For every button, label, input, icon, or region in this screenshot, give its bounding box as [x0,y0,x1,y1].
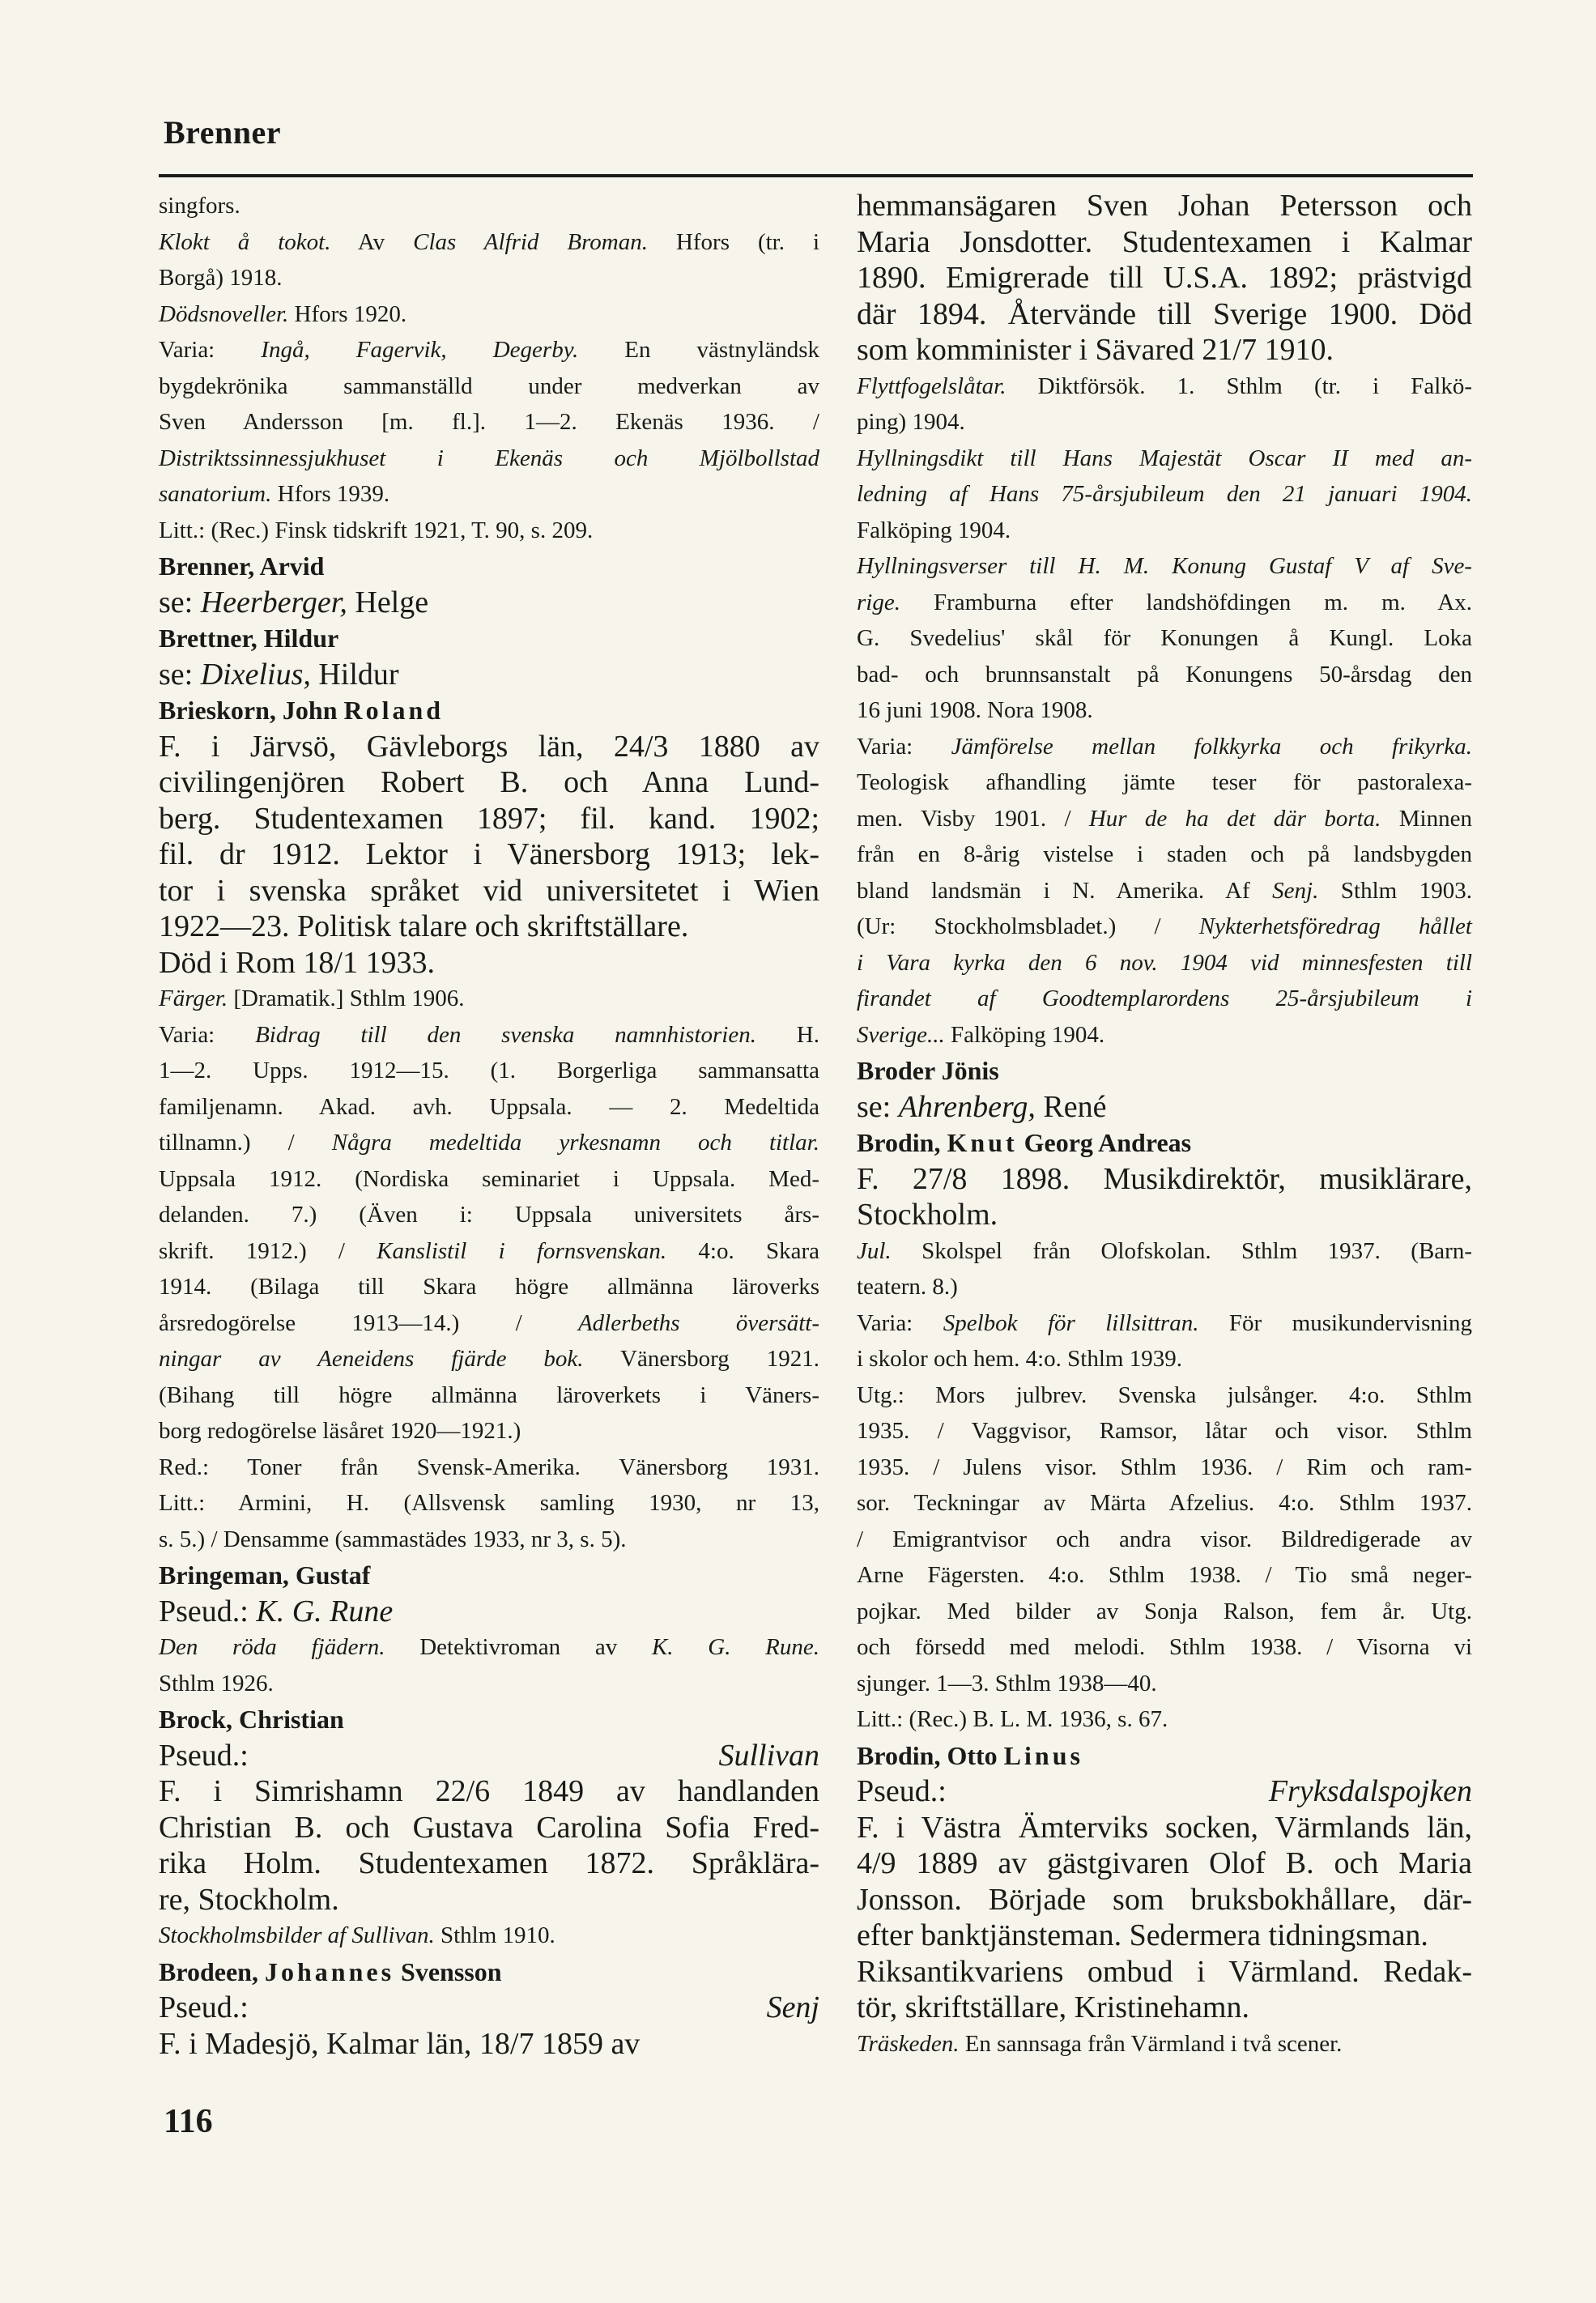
text-line [857,1629,1472,1666]
text-segment: Bringeman, Gustaf [159,1560,371,1590]
text-line [159,1449,819,1486]
text-segment: från en 8-årig vistelse i staden och på landsbygden [857,841,1472,867]
text-segment: re, Stockholm. [159,1882,339,1917]
text-segment: i Vara kyrka den 6 nov. 1904 vid minnesfesten till [857,949,1472,976]
text-segment: sjunger. 1—3. Sthlm 1938—40. [857,1670,1157,1696]
text-segment: F. i Madesjö, Kalmar län, 18/7 1859 av [159,2026,641,2061]
text-segment: Sthlm 1926. [159,1670,274,1696]
text-segment: ping) 1904. [857,409,965,435]
text-segment: Knut [947,1128,1018,1157]
text-segment: 1935. / Vaggvisor, Ramsor, låtar och visor. Sthlm [857,1418,1472,1444]
text-segment: Uppsala 1912. (Nordiska seminariet i Uppsala. Med- [159,1165,819,1192]
entry-heading [857,1738,1472,1774]
text-segment: berg. Studentexamen 1897; fil. kand. 1902; [159,801,819,836]
text-line [857,1954,1472,1990]
text-segment: rika Holm. Studentexamen 1872. Språklära- [159,1846,819,1880]
text-line [857,909,1472,945]
text-segment: bygdekrönika sammanställd under medverkan av [159,372,819,399]
text-segment: K. G. Rune [256,1594,394,1628]
text-line [857,1882,1472,1918]
text-line [857,188,1472,224]
text-line [857,1089,1472,1126]
text-line [159,981,819,1017]
text-segment: Dödsnoveller. [159,300,289,327]
text-segment: Jul. [857,1237,892,1264]
text-line [159,296,819,333]
text-segment: Hfors 1920. [288,300,407,327]
text-line [159,1017,819,1054]
text-line [159,1990,819,2026]
text-segment: Brodin, [857,1128,947,1157]
text-segment: Den röda fjädern. [159,1634,385,1660]
text-segment: i skolor och hem. 4:o. Sthlm 1939. [857,1346,1182,1372]
text-segment: Pseud.: [857,1774,1269,1808]
text-line [159,1341,819,1377]
text-line [857,1557,1472,1594]
text-segment: H. [755,1021,819,1048]
text-segment: hemmansägaren Sven Johan Petersson och [857,189,1472,223]
text-line [857,404,1472,441]
text-line [159,657,819,693]
text-line [159,764,819,801]
text-line [159,1377,819,1414]
text-segment: Georg Andreas [1017,1128,1192,1157]
text-line [857,1341,1472,1377]
text-segment: bland landsmän i N. Amerika. Af [857,877,1273,904]
text-line [159,836,819,873]
text-line [857,1197,1472,1233]
text-segment: Johannes [264,1956,395,1986]
text-line [857,548,1472,585]
text-segment: Sthlm 1903. [1318,877,1472,904]
text-line [159,224,819,261]
right-column [857,188,1472,2062]
text-line [857,692,1472,729]
text-line [857,1666,1472,1702]
text-segment: För musikundervisning [1198,1309,1472,1336]
text-segment: borg redogörelse läsåret 1920—1921.) [159,1418,521,1444]
text-segment: Pseud.: [159,1738,719,1773]
text-segment: Vänersborg 1921. [583,1346,819,1372]
text-line [857,1845,1472,1882]
text-line [857,585,1472,621]
text-line [857,224,1472,261]
text-segment: Teologisk afhandling jämte teser för pastoralexa- [857,769,1472,795]
text-line [857,1701,1472,1738]
text-segment: F. 27/8 1898. Musikdirektör, musiklärare, [857,1161,1472,1196]
text-line [159,909,819,945]
text-segment: Av [330,228,414,255]
text-segment: Brodeen, [159,1956,265,1986]
text-line [159,188,819,224]
text-line [159,873,819,909]
text-segment: 1890. Emigrerade till U.S.A. 1892; prästvigd [857,261,1472,295]
text-segment: tor i svenska språket vid universitetet i Wien [159,873,819,908]
text-segment: Brettner, Hildur [159,624,339,653]
text-segment: En västnyländsk [578,337,819,363]
text-segment: Hur de ha det där borta. [1088,805,1381,832]
text-line [857,1594,1472,1630]
text-line [857,1161,1472,1198]
text-segment: 1935. / Julens visor. Sthlm 1936. / Rim och ram- [857,1454,1472,1480]
text-line [857,1522,1472,1558]
text-segment: och försedd med melodi. Sthlm 1938. / Visorna vi [857,1634,1472,1660]
text-line [159,1485,819,1522]
text-segment: Falköping 1904. [857,517,1011,543]
entry-heading [159,1954,819,1990]
text-segment: årsredogörelse 1913—14.) / [159,1309,578,1336]
text-line [159,1125,819,1161]
text-line [159,260,819,296]
text-line [159,1522,819,1558]
text-segment: 4:o. Skara [666,1237,819,1264]
text-line [857,801,1472,837]
text-line [159,404,819,441]
text-segment: Dixelius, [200,657,311,692]
text-line [159,1053,819,1089]
text-line [159,1666,819,1702]
text-line [159,1197,819,1233]
text-segment: / Emigrantvisor och andra visor. Bildredigerade av [857,1526,1472,1552]
text-line [857,260,1472,296]
text-line [857,657,1472,693]
text-segment: Detektivroman av [385,1634,652,1660]
text-segment: Varia: [857,1309,943,1336]
text-segment: Framburna efter landshöfdingen m. m. Ax. [900,589,1472,615]
text-line [857,1990,1472,2026]
text-line [159,1233,819,1270]
text-segment: 1922—23. Politisk talare och skriftställare. [159,909,689,943]
text-segment: Hyllningsverser till H. M. Konung Gustaf V af Sve- [857,553,1472,579]
text-segment: Utg.: Mors julbrev. Svenska julsånger. 4:o. Sthlm [857,1381,1472,1408]
text-line [857,2026,1472,2062]
text-line [857,476,1472,513]
text-segment: Fryksdalspojken [1268,1774,1472,1808]
text-segment: Adlerbeths översätt- [577,1309,819,1336]
text-segment: Nykterhetsföredrag hållet [1198,913,1472,939]
text-segment: tillnamn.) / [159,1130,332,1156]
text-segment: Ahrenberg, [898,1089,1036,1124]
text-segment: Skolspel från Olofskolan. Sthlm 1937. (Barn- [891,1237,1472,1264]
text-segment: 1—2. Upps. 1912—15. (1. Borgerliga sammansatta [159,1058,819,1083]
text-segment: Träskeden. [857,2030,960,2057]
text-line [857,1377,1472,1414]
text-segment: Heerberger, [200,585,347,619]
text-segment: bad- och brunnsanstalt på Konungens 50-årsdag den [857,661,1472,687]
text-line [857,836,1472,873]
text-segment: 1914. (Bilaga till Skara högre allmänna läroverks [159,1274,819,1300]
text-line [857,873,1472,909]
text-segment: Brodin, Otto [857,1740,1004,1770]
text-line [159,585,819,621]
text-line [159,368,819,405]
text-line [857,1918,1472,1954]
text-line [159,1738,819,1774]
text-segment: Klokt å tokot. [159,228,331,255]
entry-heading [159,1557,819,1594]
text-segment: 4/9 1889 av gästgivaren Olof B. och Maria [857,1846,1472,1880]
text-segment: Sthlm 1910. [434,1922,555,1948]
text-segment: K. G. Rune. [651,1634,819,1660]
text-segment: Bidrag till den svenska namnhistorien. [255,1021,756,1048]
text-segment: ningar av Aeneidens fjärde bok. [159,1346,584,1372]
entry-heading [159,692,819,729]
text-segment: Borgå) 1918. [159,265,283,291]
text-segment: Hyllningsdikt till Hans Majestät Oscar II med an- [857,445,1472,471]
text-line [857,945,1472,981]
text-line [857,1485,1472,1522]
text-segment: Clas Alfrid Broman. [413,228,648,255]
text-segment: Falköping 1904. [944,1021,1105,1048]
text-line [159,1882,819,1918]
text-segment: se: [159,657,201,692]
text-segment: Maria Jonsdotter. Studentexamen i Kalmar [857,224,1472,259]
text-segment: se: [159,585,201,619]
text-segment: Spelbok för lillsittran. [943,1309,1199,1336]
text-segment: ledning af Hans 75-årsjubileum den 21 januari 1904. [857,481,1472,507]
text-segment: Red.: Toner från Svensk-Amerika. Vänersborg 1931. [159,1454,819,1480]
text-segment: tör, skriftställare, Kristinehamn. [857,1990,1249,2024]
text-segment: fil. dr 1912. Lektor i Vänersborg 1913; lek- [159,837,819,871]
text-segment: skrift. 1912.) / [159,1237,377,1264]
running-header: Brenner [164,114,281,151]
text-segment: Död i Rom 18/1 1933. [159,945,435,980]
text-segment: Riksantikvariens ombud i Värmland. Redak- [857,1954,1472,1989]
text-segment: F. i Västra Ämterviks socken, Värmlands län, [857,1810,1472,1845]
entry-heading [857,1053,1472,1089]
text-line [857,296,1472,333]
text-line [857,1773,1472,1810]
text-line [159,1918,819,1954]
text-segment: Pseud.: [159,1990,767,2024]
text-segment: Sverige... [857,1021,945,1048]
text-line [159,1594,819,1630]
text-segment: civilingenjören Robert B. och Anna Lund- [159,765,819,799]
text-line [857,332,1472,368]
text-line [857,368,1472,405]
text-segment: Några medeltida yrkesnamn och titlar. [331,1130,819,1156]
text-segment: Pseud.: [159,1594,257,1628]
text-segment: F. i Järvsö, Gävleborgs län, 24/3 1880 av [159,729,819,764]
text-line [159,729,819,765]
text-segment: se: [857,1089,899,1124]
text-segment: Varia: [159,1021,256,1048]
text-line [857,981,1472,1017]
entry-heading [159,548,819,585]
text-segment: rige. [857,589,900,615]
text-segment: sanatorium. [159,481,272,507]
text-segment: Minnen [1381,805,1472,832]
text-line [857,1305,1472,1342]
text-segment: Flyttfogelslåtar. [857,372,1007,399]
text-segment: Litt.: Armini, H. (Allsvensk samling 1930, nr 13, [159,1490,819,1516]
text-segment: G. Svedelius' skål för Konungen å Kungl. Loka [857,625,1472,651]
text-line [857,1233,1472,1270]
text-segment: (Ur: Stockholmsbladet.) / [857,913,1199,939]
text-segment: Arne Fägersten. 4:o. Sthlm 1938. / Tio små neger- [857,1562,1472,1588]
text-line [159,1269,819,1305]
text-segment: s. 5.) / Densamme (sammastädes 1933, nr 3, s. 5). [159,1526,627,1552]
text-line [857,620,1472,657]
text-segment: sor. Teckningar av Märta Afzelius. 4:o. Sthlm 1937. [857,1490,1472,1516]
text-segment: Hfors 1939. [271,481,390,507]
text-line [857,1810,1472,1846]
text-line [159,801,819,837]
text-segment: Sven Andersson [m. fl.]. 1—2. Ekenäs 1936. / [159,409,819,435]
entry-heading [857,1125,1472,1161]
text-line [857,729,1472,765]
text-line [159,1089,819,1126]
text-segment: familjenamn. Akad. avh. Uppsala. — 2. Medeltida [159,1093,819,1120]
text-segment: Stockholmsbilder af Sullivan. [159,1922,435,1948]
text-segment: F. i Simrishamn 22/6 1849 av handlanden [159,1774,819,1808]
text-segment: Diktförsök. 1. Sthlm (tr. i Falkö- [1006,372,1472,399]
text-segment: Distriktssinnessjukhuset i Ekenäs och Mjölbollstad [159,445,819,471]
text-segment: Broder Jönis [857,1056,999,1085]
text-segment: Ingå, Fagervik, Degerby. [261,337,579,363]
text-segment: Roland [343,696,445,725]
text-segment: (Bihang till högre allmänna läroverkets i Väners- [159,1381,819,1408]
text-segment: Jämförelse mellan folkkyrka och frikyrka. [951,733,1473,760]
text-line [857,1269,1472,1305]
text-segment: pojkar. Med bilder av Sonja Ralson, fem år. Utg. [857,1598,1472,1624]
text-segment: Färger. [159,985,228,1011]
text-line [857,1449,1472,1486]
page-number: 116 [164,2103,213,2140]
left-column [159,188,819,2062]
text-line [159,332,819,368]
text-segment: 16 juni 1908. Nora 1908. [857,697,1093,723]
text-line [857,513,1472,549]
text-line [857,441,1472,477]
text-segment: Helge [347,585,429,619]
text-segment: Stockholm. [857,1198,998,1232]
text-segment: Hfors (tr. i [648,228,820,255]
text-segment: Christian B. och Gustava Carolina Sofia Fred- [159,1810,819,1845]
text-segment: teatern. 8.) [857,1274,958,1300]
text-segment: Litt.: (Rec.) B. L. M. 1936, s. 67. [857,1706,1168,1732]
header-rule [159,174,1473,177]
text-segment: Senj [766,1990,819,2024]
text-segment: efter banktjänsteman. Sedermera tidningsman. [857,1918,1428,1952]
text-segment: René [1035,1089,1107,1124]
text-line [159,1161,819,1198]
text-line [159,1845,819,1882]
text-segment: firandet af Goodtemplarordens 25-årsjubileum i [857,985,1472,1011]
text-segment: singfors. [159,193,240,219]
text-segment: [Dramatik.] Sthlm 1906. [228,985,465,1011]
text-segment: Brieskorn, John [159,696,344,725]
text-segment: Senj. [1272,877,1319,904]
text-line [159,1413,819,1449]
text-segment: Varia: [857,733,951,760]
text-line [159,441,819,477]
text-line [159,476,819,513]
text-segment: Svensson [394,1956,502,1986]
text-segment: En sannsaga från Värmland i två scener. [959,2030,1343,2057]
entry-heading [159,1701,819,1738]
text-line [159,1629,819,1666]
text-segment: där 1894. Återvände till Sverige 1900. Död [857,296,1472,331]
text-line [857,764,1472,801]
text-segment: Varia: [159,337,262,363]
text-line [857,1413,1472,1449]
text-segment: Linus [1003,1740,1083,1770]
text-line [159,1773,819,1810]
text-line [159,1305,819,1342]
text-line [159,945,819,981]
text-segment: Kanslistil i fornsvenskan. [377,1237,667,1264]
text-segment: men. Visby 1901. / [857,805,1089,832]
text-segment: Jonsson. Började som bruksbokhållare, där- [857,1882,1472,1917]
text-line [159,2026,819,2062]
entry-heading [159,620,819,657]
text-segment: delanden. 7.) (Även i: Uppsala universitets års- [159,1202,819,1228]
text-segment: Brenner, Arvid [159,551,325,581]
text-line [159,1810,819,1846]
text-segment: Brock, Christian [159,1705,344,1734]
text-segment: Litt.: (Rec.) Finsk tidskrift 1921, T. 90, s. 209. [159,517,594,543]
text-segment: som komminister i Sävared 21/7 1910. [857,333,1334,367]
text-segment: Hildur [310,657,399,692]
text-line [857,1017,1472,1054]
text-line [159,513,819,549]
text-segment: Sullivan [718,1738,819,1773]
